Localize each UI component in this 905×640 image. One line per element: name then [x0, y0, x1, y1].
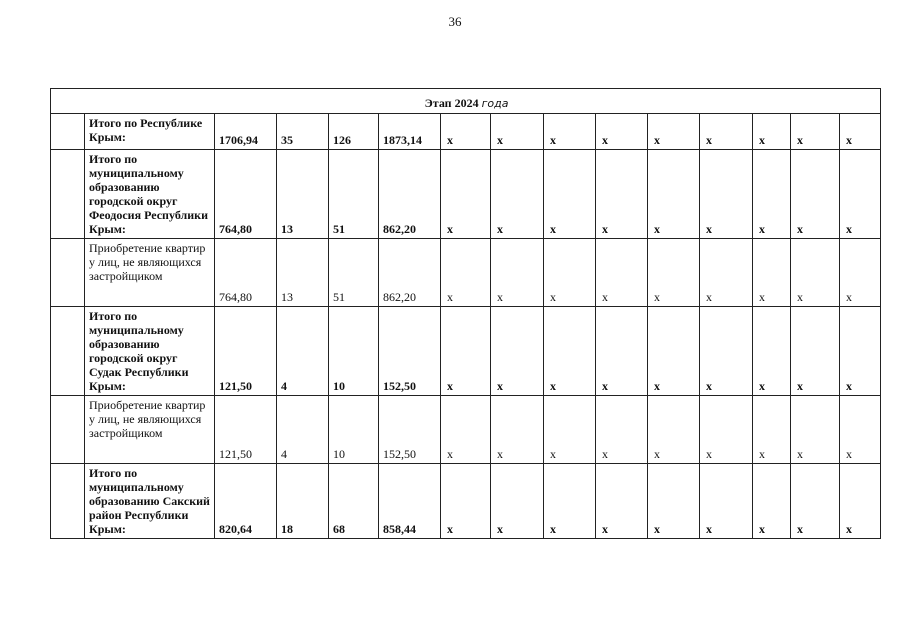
value-cell: 35: [277, 114, 329, 150]
budget-table: [50, 88, 881, 539]
mark-cell: x: [491, 114, 544, 150]
table-row: [51, 464, 881, 539]
mark-cell: x: [840, 114, 881, 150]
mark-cell: x: [648, 239, 700, 307]
mark-cell: x: [791, 396, 840, 464]
mark-cell: x: [753, 150, 791, 239]
value-cell: 152,50: [379, 307, 441, 396]
mark-cell: x: [648, 307, 700, 396]
mark-cell: x: [544, 114, 596, 150]
mark-cell: x: [791, 464, 840, 539]
row-index-cell: [51, 307, 85, 396]
mark-cell: x: [840, 150, 881, 239]
table-row: [51, 396, 881, 464]
value-cell: 18: [277, 464, 329, 539]
row-index-cell: [51, 114, 85, 150]
mark-cell: x: [791, 114, 840, 150]
value-cell: 10: [329, 396, 379, 464]
value-cell: 820,64: [215, 464, 277, 539]
row-name: Приобретение квартир у лиц, не являющихся застройщиком: [85, 239, 215, 307]
value-cell: 126: [329, 114, 379, 150]
value-cell: 1706,94: [215, 114, 277, 150]
mark-cell: x: [753, 114, 791, 150]
table-row: [51, 114, 881, 150]
row-name: Итого по Республике Крым:: [85, 114, 215, 150]
value-cell: 1873,14: [379, 114, 441, 150]
mark-cell: x: [648, 150, 700, 239]
stage-handwritten-note: года: [481, 97, 509, 110]
mark-cell: x: [648, 396, 700, 464]
mark-cell: x: [441, 239, 491, 307]
mark-cell: x: [840, 239, 881, 307]
value-cell: 4: [277, 396, 329, 464]
page-number: 36: [448, 14, 462, 29]
mark-cell: x: [700, 307, 753, 396]
mark-cell: x: [840, 396, 881, 464]
value-cell: 13: [277, 150, 329, 239]
value-cell: 13: [277, 239, 329, 307]
mark-cell: x: [544, 239, 596, 307]
mark-cell: x: [491, 307, 544, 396]
mark-cell: x: [491, 464, 544, 539]
value-cell: 121,50: [215, 396, 277, 464]
stage-header-label: Этап 2024: [424, 96, 479, 110]
value-cell: 121,50: [215, 307, 277, 396]
mark-cell: x: [596, 396, 648, 464]
mark-cell: x: [544, 464, 596, 539]
row-name: Итого по муниципальному образованию городской округ Феодосия Республики Крым:: [85, 150, 215, 239]
mark-cell: x: [596, 114, 648, 150]
mark-cell: x: [791, 307, 840, 396]
row-name: Приобретение квартир у лиц, не являющихся застройщиком: [85, 396, 215, 464]
mark-cell: x: [491, 150, 544, 239]
mark-cell: x: [596, 307, 648, 396]
value-cell: 764,80: [215, 239, 277, 307]
mark-cell: x: [753, 239, 791, 307]
mark-cell: x: [700, 114, 753, 150]
table-row: [51, 150, 881, 239]
row-name: Итого по муниципальному образованию Сакский район Республики Крым:: [85, 464, 215, 539]
mark-cell: x: [596, 150, 648, 239]
mark-cell: x: [441, 396, 491, 464]
mark-cell: x: [441, 150, 491, 239]
mark-cell: x: [596, 239, 648, 307]
mark-cell: x: [753, 464, 791, 539]
table-row: [51, 239, 881, 307]
mark-cell: x: [840, 464, 881, 539]
mark-cell: x: [840, 307, 881, 396]
value-cell: 862,20: [379, 150, 441, 239]
value-cell: 152,50: [379, 396, 441, 464]
mark-cell: x: [441, 114, 491, 150]
mark-cell: x: [491, 239, 544, 307]
row-name: Итого по муниципальному образованию городской округ Судак Республики Крым:: [85, 307, 215, 396]
row-index-cell: [51, 150, 85, 239]
mark-cell: x: [700, 464, 753, 539]
mark-cell: x: [700, 396, 753, 464]
table-row: [51, 307, 881, 396]
mark-cell: x: [544, 150, 596, 239]
mark-cell: x: [596, 464, 648, 539]
row-index-cell: [51, 396, 85, 464]
mark-cell: x: [441, 464, 491, 539]
value-cell: 862,20: [379, 239, 441, 307]
mark-cell: x: [544, 396, 596, 464]
mark-cell: x: [700, 150, 753, 239]
mark-cell: x: [700, 239, 753, 307]
mark-cell: x: [753, 396, 791, 464]
value-cell: 4: [277, 307, 329, 396]
mark-cell: x: [791, 239, 840, 307]
value-cell: 51: [329, 239, 379, 307]
row-index-cell: [51, 464, 85, 539]
mark-cell: x: [648, 114, 700, 150]
value-cell: 10: [329, 307, 379, 396]
stage-header-row: [51, 89, 881, 114]
mark-cell: x: [441, 307, 491, 396]
row-index-cell: [51, 239, 85, 307]
mark-cell: x: [648, 464, 700, 539]
stage-header: [51, 89, 881, 114]
value-cell: 51: [329, 150, 379, 239]
mark-cell: x: [753, 307, 791, 396]
mark-cell: x: [491, 396, 544, 464]
value-cell: 68: [329, 464, 379, 539]
mark-cell: x: [791, 150, 840, 239]
value-cell: 764,80: [215, 150, 277, 239]
value-cell: 858,44: [379, 464, 441, 539]
mark-cell: x: [544, 307, 596, 396]
